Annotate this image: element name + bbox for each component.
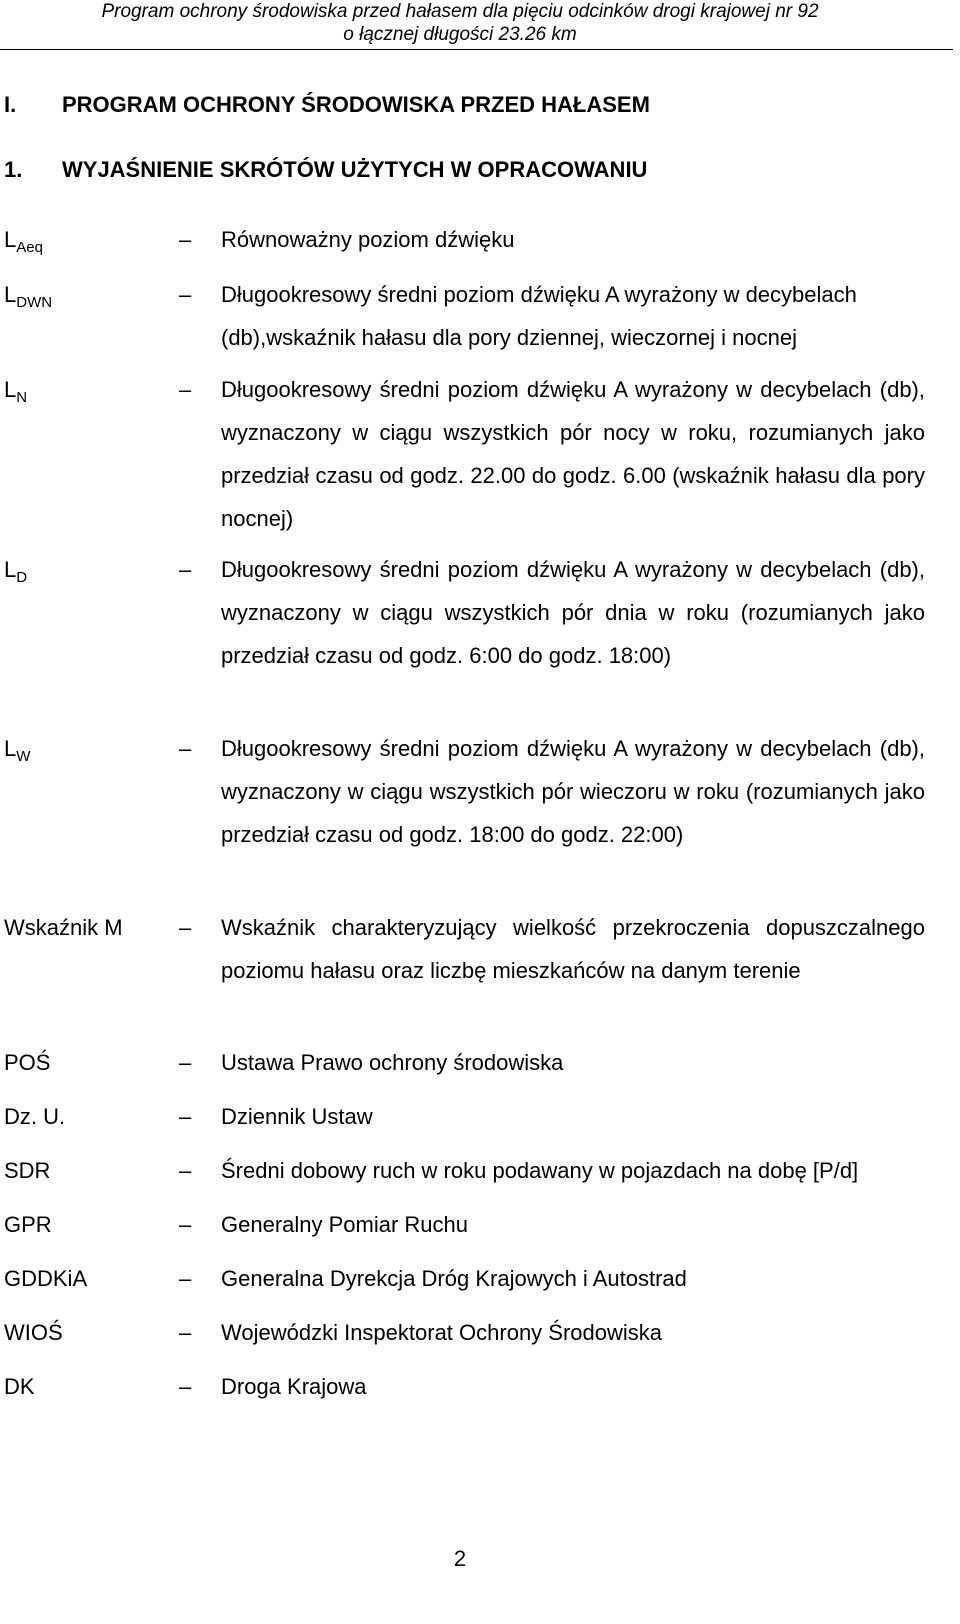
dash-separator: –: [179, 1158, 192, 1183]
abbreviation-term: [4, 273, 52, 316]
page-number: 2: [453, 1546, 467, 1571]
abbreviation-term: GPR: [4, 1212, 52, 1237]
subsection-number: 1.: [4, 157, 23, 182]
abbreviation-description: Dziennik Ustaw: [221, 1104, 373, 1129]
term-base: L: [4, 282, 17, 307]
running-header: [0, 0, 920, 46]
term-subscript: N: [16, 389, 28, 406]
dash-separator: –: [179, 282, 192, 307]
section-heading: [4, 92, 650, 118]
section-number: I.: [4, 92, 17, 117]
running-header-line-1: Program ochrony środowiska przed hałasem dla pięciu odcinków drogi krajowej nr 92: [101, 1, 819, 22]
section-title: PROGRAM OCHRONY ŚRODOWISKA PRZED HAŁASEM: [62, 92, 650, 117]
term-base: L: [4, 736, 17, 761]
abbreviation-description: Długookresowy średni poziom dźwięku A wyrażony w decybelach (db),wskaźnik hałasu dla pory dziennej, wieczornej i nocnej: [221, 282, 857, 350]
abbreviation-description: Długookresowy średni poziom dźwięku A wyrażony w decybelach (db), wyznaczony w ciągu wszystkich pór wieczoru w roku (rozumianych jako przedział czasu od godz. 18:00 do godz. 22:00): [221, 736, 925, 847]
dash-separator: –: [179, 915, 192, 940]
dash-separator: –: [179, 377, 192, 402]
dash-separator: –: [179, 1050, 192, 1075]
abbreviation-description: Wskaźnik charakteryzujący wielkość przekroczenia dopuszczalnego poziomu hałasu oraz liczbę mieszkańców na danym terenie: [221, 915, 925, 983]
term-subscript: DWN: [16, 294, 53, 311]
abbreviation-term: Wskaźnik M: [4, 915, 123, 940]
abbreviation-term: [4, 727, 30, 770]
abbreviation-term: POŚ: [4, 1050, 51, 1075]
abbreviation-description: Wojewódzki Inspektorat Ochrony Środowiska: [221, 1320, 663, 1345]
abbreviation-description: Długookresowy średni poziom dźwięku A wyrażony w decybelach (db), wyznaczony w ciągu wszystkich pór nocy w roku, rozumianych jako przedział czasu od godz. 22.00 do godz. 6.00 (wskaźnik hałasu dla pory nocnej): [221, 377, 925, 531]
subsection-heading: [4, 157, 647, 183]
dash-separator: –: [179, 1212, 192, 1237]
dash-separator: –: [179, 736, 192, 761]
abbreviation-term: Dz. U.: [4, 1104, 66, 1129]
running-header-line-2: o łącznej długości 23.26 km: [343, 24, 577, 45]
abbreviation-term: [4, 548, 27, 591]
abbreviation-description: Ustawa Prawo ochrony środowiska: [221, 1050, 564, 1075]
term-base: L: [4, 377, 17, 402]
term-subscript: W: [16, 748, 31, 765]
abbreviation-description: Generalna Dyrekcja Dróg Krajowych i Autostrad: [221, 1266, 687, 1291]
dash-separator: –: [179, 1320, 192, 1345]
dash-separator: –: [179, 557, 192, 582]
abbreviation-term: DK: [4, 1374, 35, 1399]
subsection-title: WYJAŚNIENIE SKRÓTÓW UŻYTYCH W OPRACOWANIU: [62, 157, 648, 182]
abbreviation-description: Droga Krajowa: [221, 1374, 367, 1399]
term-base: L: [4, 227, 17, 252]
abbreviation-description: Generalny Pomiar Ruchu: [221, 1212, 469, 1237]
dash-separator: –: [179, 227, 192, 252]
abbreviation-description: Równoważny poziom dźwięku: [221, 227, 515, 252]
abbreviation-description: Długookresowy średni poziom dźwięku A wyrażony w decybelach (db), wyznaczony w ciągu wszystkich pór dnia w roku (rozumianych jako przedział czasu od godz. 6:00 do godz. 18:00): [221, 557, 925, 668]
abbreviation-term: WIOŚ: [4, 1320, 63, 1345]
term-subscript: D: [16, 569, 28, 586]
term-base: L: [4, 557, 17, 582]
abbreviation-description: Średni dobowy ruch w roku podawany w pojazdach na dobę [P/d]: [221, 1158, 859, 1183]
term-subscript: Aeq: [16, 239, 43, 256]
dash-separator: –: [179, 1266, 192, 1291]
abbreviation-term: [4, 368, 27, 411]
dash-separator: –: [179, 1374, 192, 1399]
dash-separator: –: [179, 1104, 192, 1129]
header-divider: [0, 49, 953, 50]
abbreviation-term: [4, 218, 43, 261]
abbreviation-term: GDDKiA: [4, 1266, 88, 1291]
abbreviation-term: SDR: [4, 1158, 51, 1183]
